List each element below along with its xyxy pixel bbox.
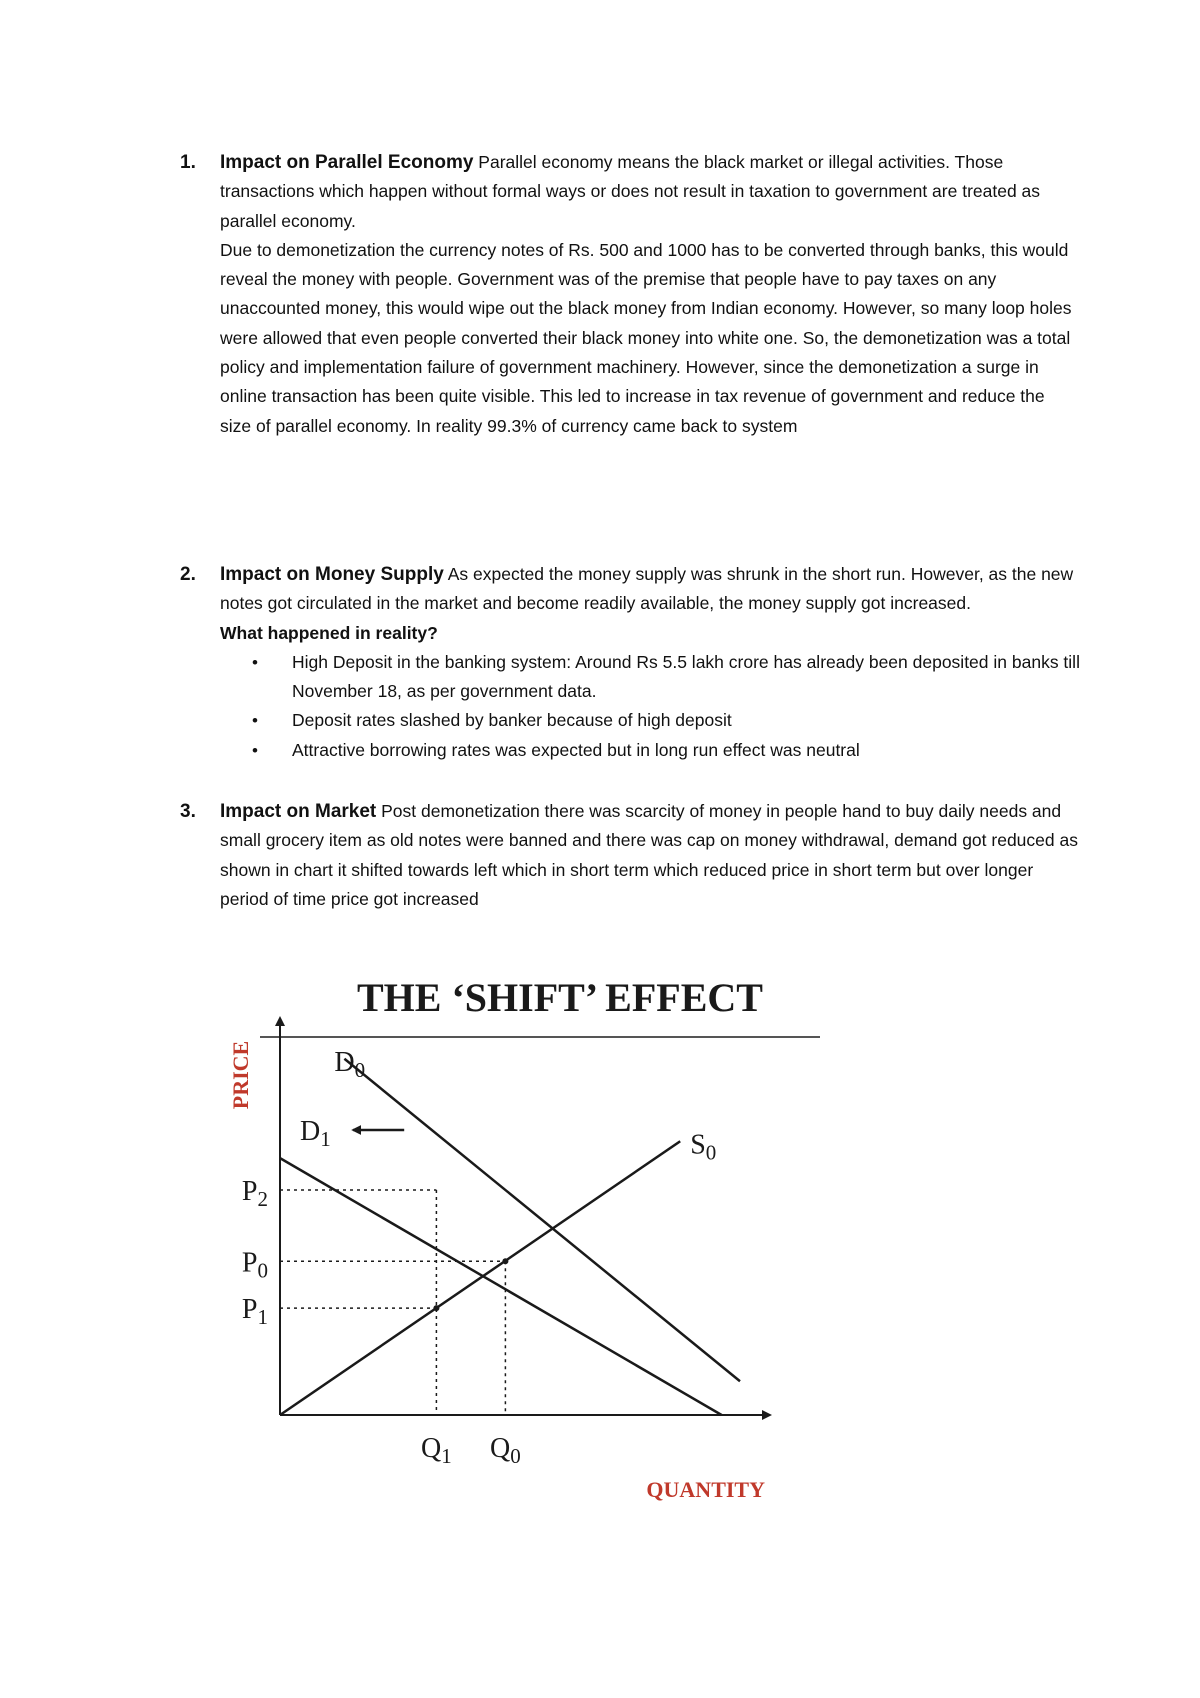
section-paragraph: Due to demonetization the currency notes of Rs. 500 and 1000 has to be converted through banks, this would reveal the money with people. Government was of the premise that people have to pay taxes on any unaccounted money, this would wipe out the black money from Indian economy. However, so many loop holes were allowed that even people converted their black money into white one. So, the demonetization was a total policy and implementation failure of government machinery. However, since the demonetization a surge in online transaction has been quite visible. This led to increase in tax revenue of government and reduce the size of parallel economy. In reality 99.3% of currency came back to system <box>220 239 1072 436</box>
section-body <box>220 560 1080 765</box>
series-line-d0 <box>344 1059 740 1382</box>
section-body <box>220 797 1080 914</box>
y-tick-p1: $P_1$ <box>241 1294 268 1330</box>
bullet-icon: • <box>252 711 258 731</box>
section-heading: Impact on Market <box>220 801 377 822</box>
section-body <box>220 148 1080 441</box>
section-lead-paragraph <box>220 148 1080 236</box>
section-lead-paragraph <box>220 560 1080 619</box>
y-tick-p0: $P_0$ <box>241 1247 268 1283</box>
series-label-s0: $S_0$ <box>690 1129 717 1165</box>
chart-title: THE ‘SHIFT’ EFFECT <box>357 975 763 1020</box>
x-tick-q1: $Q_1$ <box>421 1433 452 1468</box>
section-subheading: What happened in reality? <box>220 622 438 643</box>
equilibrium-point-e0 <box>502 1258 508 1264</box>
list-item <box>220 648 1080 707</box>
section-number: 3. <box>180 801 196 822</box>
list-item-text: High Deposit in the banking system: Around Rs 5.5 lakh crore has already been deposited in banks till November 18, as per government data. <box>292 651 1080 702</box>
section-lead-paragraph <box>220 797 1080 914</box>
y-axis-label: PRICE <box>228 1040 253 1110</box>
section-number: 2. <box>180 564 196 585</box>
chart-plot-area <box>228 1018 770 1502</box>
x-tick-q0: $Q_0$ <box>490 1433 521 1468</box>
series-label-d0: $D_0$ <box>334 1046 366 1082</box>
list-item-text: Attractive borrowing rates was expected but in long run effect was neutral <box>292 739 860 760</box>
series-line-s0 <box>280 1141 680 1415</box>
bullet-list <box>220 648 1080 765</box>
list-item <box>220 706 1080 735</box>
series-line-d1 <box>280 1158 722 1415</box>
section-number: 1. <box>180 152 196 173</box>
section-lead-text: As expected the money supply was shrunk in the short run. However, as the new notes got circulated in the market and become readily available, the money supply got increased. <box>220 564 1074 614</box>
list-item <box>220 736 1080 765</box>
section-heading: Impact on Money Supply <box>220 564 444 585</box>
section-lead-text: Post demonetization there was scarcity of money in people hand to buy daily needs and small grocery item as old notes were banned and there was cap on money withdrawal, demand got reduced as shown in chart it shifted towards left which in short term which reduced price in short term but over longer period of time price got increased <box>220 801 1078 909</box>
bullet-icon: • <box>252 652 258 672</box>
section-lead-text: Parallel economy means the black market or illegal activities. Those transactions which happen without formal ways or does not result in taxation to government are treated as parallel economy. <box>220 152 1041 231</box>
equilibrium-point-e1 <box>433 1305 439 1311</box>
section-heading: Impact on Parallel Economy <box>220 152 474 173</box>
shift-effect-chart <box>220 935 840 1510</box>
y-tick-p2: $P_2$ <box>241 1176 268 1211</box>
list-item-text: Deposit rates slashed by banker because of high deposit <box>292 710 732 731</box>
chart-svg <box>220 935 840 1510</box>
x-axis-label: QUANTITY <box>646 1477 765 1502</box>
series-label-d1: $D_1$ <box>300 1116 331 1151</box>
bullet-icon: • <box>252 740 258 760</box>
